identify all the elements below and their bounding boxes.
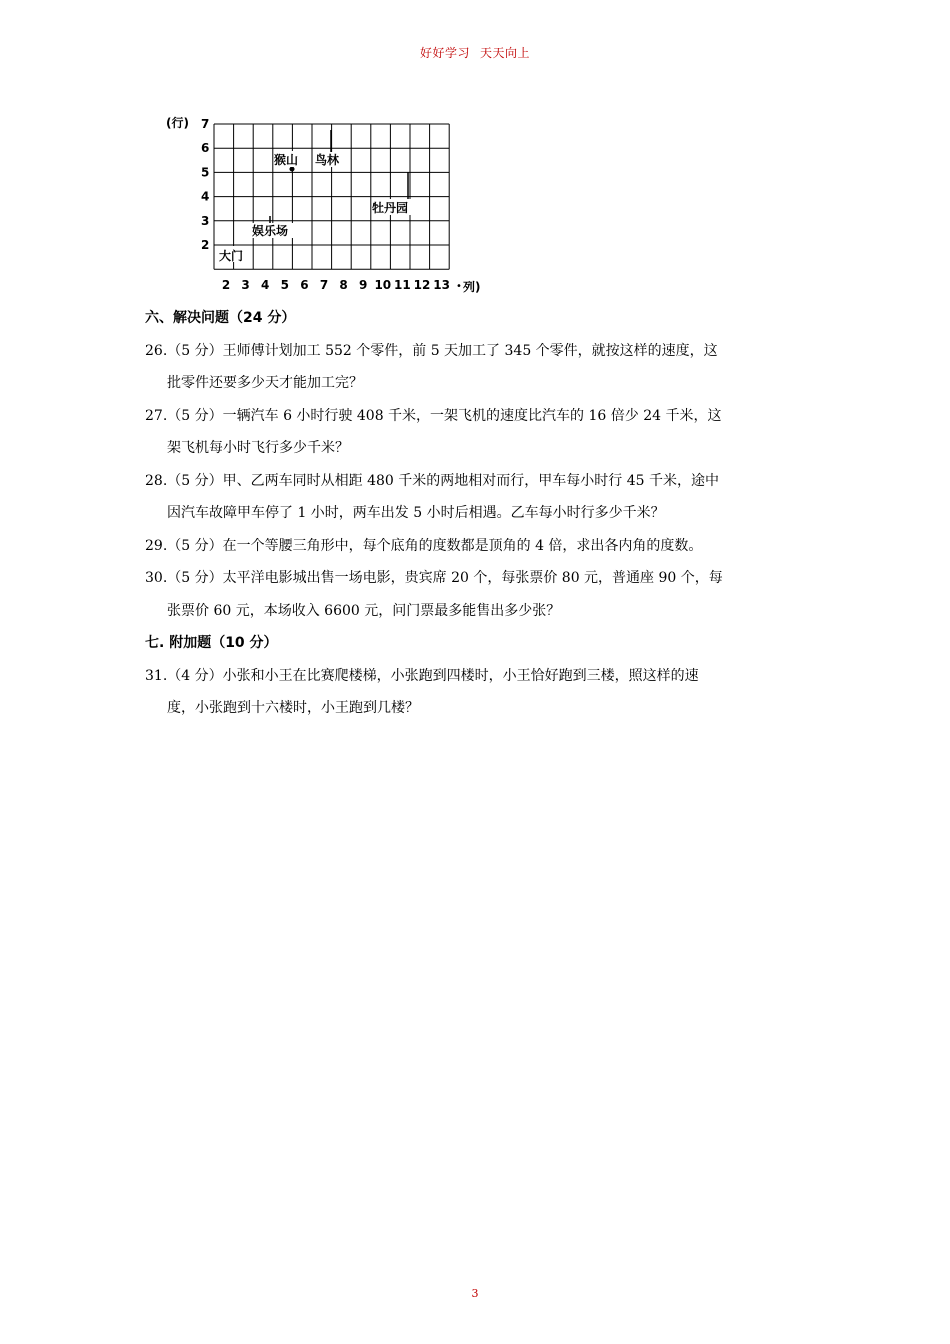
section-seven-title: 七. 附加题（10 分）: [145, 635, 278, 651]
question-text: （5 分）王师傅计划加工 552 个零件，前 5 天加工了 345 个零件，就按这样的速度，这: [167, 342, 718, 359]
place-amusement: 娱乐场: [252, 224, 289, 238]
col-tick-label: 10: [374, 278, 392, 292]
place-peony-garden: 牡丹园: [372, 201, 409, 215]
row-labels: [201, 117, 209, 252]
question-text: （5 分）在一个等腰三角形中，每个底角的度数都是顶角的 4 倍，求出各内角的度数。: [167, 537, 703, 554]
row-tick-label: 7: [201, 117, 210, 131]
col-tick-label: 7: [319, 278, 329, 292]
section-seven-questions: [145, 660, 807, 725]
question-number: 27.: [145, 407, 168, 424]
question-text-continued: 批零件还要多少天才能加工完？: [167, 375, 363, 391]
row-tick-label: 6: [201, 141, 210, 156]
col-tick-label: 13: [433, 278, 450, 292]
question-item: [145, 335, 807, 400]
question-text: （5 分）一辆汽车 6 小时行驶 408 千米，一架飞机的速度比汽车的 16 倍少 24 千米，这: [167, 407, 722, 424]
question-number: 30.: [145, 570, 168, 586]
col-tick-label: 8: [339, 278, 348, 292]
col-tick-label: 11: [394, 278, 411, 292]
question-text-continued: 架飞机每小时飞行多少千米？: [167, 440, 349, 456]
section-six-title: 六、解决问题（24 分）: [145, 310, 296, 326]
row-tick-label: 4: [201, 189, 210, 204]
question-text: （5 分）甲、乙两车同时从相距 480 千米的两地相对而行，甲车每小时行 45 千米，途中: [167, 472, 719, 489]
col-tick-label: 4: [261, 278, 270, 292]
questions-area: [145, 302, 807, 725]
page-number: 3: [471, 1287, 479, 1300]
col-tick-label: 6: [300, 278, 309, 292]
question-number: 29.: [145, 537, 168, 554]
col-tick-label: 12: [413, 278, 431, 292]
page-header: [0, 44, 950, 61]
question-item: [145, 400, 807, 465]
grid-figure: [160, 110, 500, 300]
col-tick-label: 9: [359, 278, 368, 292]
header-right: 天天向上: [480, 46, 531, 60]
row-tick-label: 3: [201, 213, 210, 228]
col-tick-label: 3: [241, 278, 250, 292]
row-tick-label: 5: [201, 165, 210, 180]
section-six-questions: [145, 335, 807, 628]
place-bird-forest: 鸟林: [315, 153, 340, 167]
question-number: 26.: [145, 342, 168, 359]
col-tick-label: 5: [280, 278, 289, 292]
question-item: [145, 465, 807, 530]
place-gate: 大门: [219, 249, 244, 263]
question-item: [145, 562, 807, 627]
question-text-continued: 张票价 60 元，本场收入 6600 元，问门票最多能售出多少张？: [167, 602, 561, 619]
header-left: 好好学习: [419, 46, 470, 60]
question-number: 28.: [145, 472, 168, 489]
question-text-continued: 因汽车故障甲车停了 1 小时，两车出发 5 小时后相遇。乙车每小时行多少千米？: [167, 505, 665, 521]
row-axis-label: (行): [166, 116, 189, 130]
question-text: （4 分）小张和小王在比赛爬楼梯，小张跑到四楼时，小王恰好跑到三楼，照这样的速: [167, 667, 699, 684]
col-tick-label: 2: [221, 278, 231, 292]
place-monkey-hill: 猴山: [274, 153, 299, 167]
question-number: 31.: [145, 667, 168, 684]
question-text-continued: 度，小张跑到十六楼时，小王跑到几楼？: [167, 700, 419, 716]
question-text: （5 分）太平洋电影城出售一场电影，贵宾席 20 个，每张票价 80 元，普通座 90 个，每: [167, 570, 723, 586]
col-axis-label: 列): [463, 280, 481, 294]
monkey-hill-point: [290, 167, 294, 171]
question-item: [145, 530, 807, 563]
question-item: [145, 660, 807, 725]
col-labels: [222, 278, 450, 292]
col-axis-dot: •: [456, 281, 462, 292]
row-tick-label: 2: [201, 238, 210, 252]
